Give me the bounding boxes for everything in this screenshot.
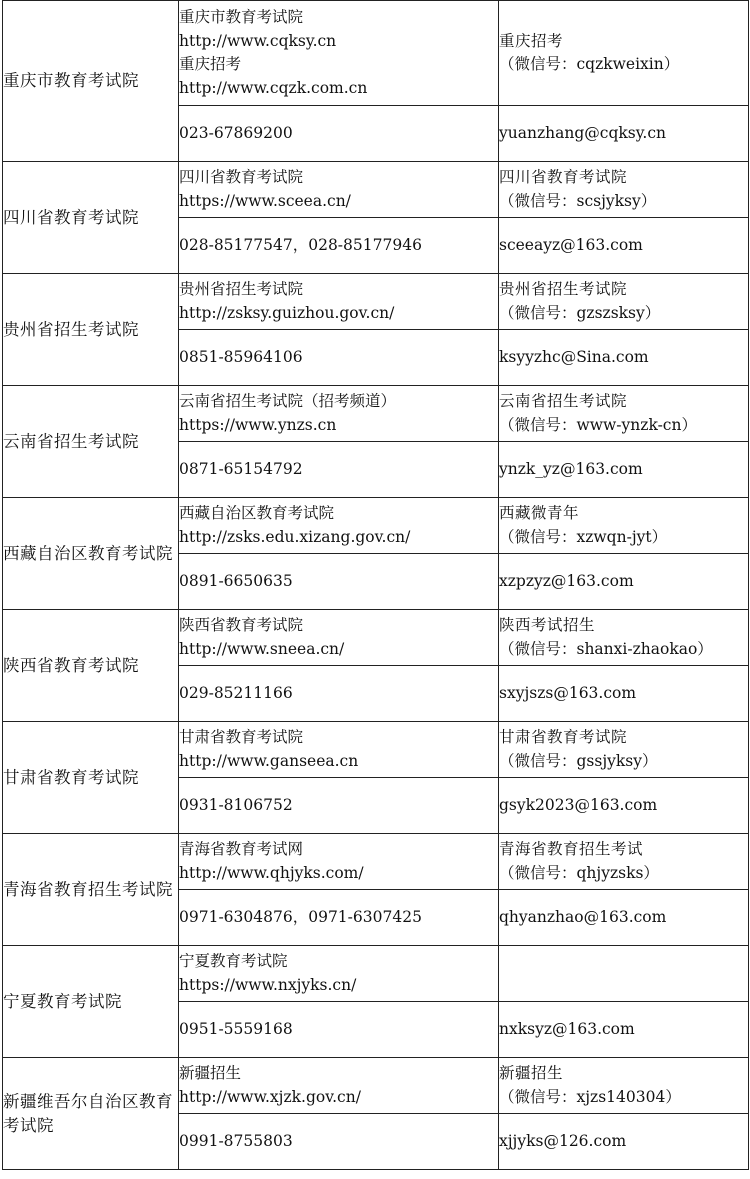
wechat-cell xyxy=(499,386,749,442)
website-url[interactable]: http://zsksy.guizhou.gov.cn/ xyxy=(179,303,395,322)
wechat-cell xyxy=(499,274,749,330)
wechat-account-name: 新疆招生 xyxy=(499,1064,564,1082)
email-address[interactable]: sceeayz@163.com xyxy=(499,218,749,274)
website-cell xyxy=(179,274,499,330)
website-url[interactable]: http://www.qhjyks.com/ xyxy=(179,863,364,882)
phone-number: 0951-5559168 xyxy=(179,1002,499,1058)
website-cell xyxy=(179,946,499,1002)
table-row xyxy=(3,722,749,778)
phone-number: 0851-85964106 xyxy=(179,330,499,386)
wechat-cell xyxy=(499,834,749,890)
table-row xyxy=(3,946,749,1002)
wechat-id: （微信号：xzwqn-jyt） xyxy=(499,527,668,546)
wechat-id: （微信号：xjzs140304） xyxy=(499,1087,681,1106)
table-row xyxy=(3,834,749,890)
wechat-id: （微信号：www-ynzk-cn） xyxy=(499,415,697,434)
institution-name: 云南省招生考试院 xyxy=(3,386,179,498)
institution-name: 甘肃省教育考试院 xyxy=(3,722,179,834)
wechat-id: （微信号：cqzkweixin） xyxy=(499,55,680,73)
website-title: 陕西省教育考试院 xyxy=(179,616,304,634)
website-cell xyxy=(179,722,499,778)
table-row xyxy=(3,274,749,330)
website-title: 贵州省招生考试院 xyxy=(179,280,304,298)
wechat-cell xyxy=(499,498,749,554)
website-url[interactable]: http://www.cqzk.com.cn xyxy=(179,78,368,97)
website-title: 西藏自治区教育考试院 xyxy=(179,504,335,522)
website-cell xyxy=(179,162,499,218)
wechat-account-name: 青海省教育招生考试 xyxy=(499,840,644,858)
website-title: 重庆招考 xyxy=(179,55,242,73)
phone-number: 0871-65154792 xyxy=(179,442,499,498)
institution-name: 宁夏教育考试院 xyxy=(3,946,179,1058)
table-row xyxy=(3,1,749,106)
phone-number: 0991-8755803 xyxy=(179,1114,499,1170)
wechat-cell xyxy=(499,610,749,666)
table-row xyxy=(3,162,749,218)
phone-number: 028-85177547，028-85177946 xyxy=(179,218,499,274)
website-url[interactable]: http://zsks.edu.xizang.gov.cn/ xyxy=(179,527,411,546)
email-address[interactable]: yuanzhang@cqksy.cn xyxy=(499,106,749,162)
email-address[interactable]: qhyanzhao@163.com xyxy=(499,890,749,946)
website-title: 青海省教育考试网 xyxy=(179,840,304,858)
website-cell xyxy=(179,834,499,890)
wechat-account-name: 贵州省招生考试院 xyxy=(499,280,628,298)
wechat-id: （微信号：shanxi-zhaokao） xyxy=(499,639,713,658)
wechat-account-name: 四川省教育考试院 xyxy=(499,168,628,186)
institution-name: 贵州省招生考试院 xyxy=(3,274,179,386)
website-url[interactable]: http://www.ganseea.cn xyxy=(179,751,359,770)
email-address[interactable]: xjjyks@126.com xyxy=(499,1114,749,1170)
phone-number: 0891-6650635 xyxy=(179,554,499,610)
table-row xyxy=(3,1058,749,1114)
table-row xyxy=(3,610,749,666)
wechat-id: （微信号：qhjyzsks） xyxy=(499,863,659,882)
table-body xyxy=(3,1,749,1170)
wechat-account-name: 云南省招生考试院 xyxy=(499,392,628,410)
phone-number: 023-67869200 xyxy=(179,106,499,162)
wechat-account-name: 重庆招考 xyxy=(499,31,564,50)
institution-name: 西藏自治区教育考试院 xyxy=(3,498,179,610)
website-url[interactable]: http://www.cqksy.cn xyxy=(179,31,337,50)
email-address[interactable]: gsyk2023@163.com xyxy=(499,778,749,834)
wechat-account-name: 甘肃省教育考试院 xyxy=(499,728,628,746)
phone-number: 0931-8106752 xyxy=(179,778,499,834)
website-title: 四川省教育考试院 xyxy=(179,168,304,186)
website-title: 甘肃省教育考试院 xyxy=(179,728,304,746)
website-url[interactable]: http://www.sneea.cn/ xyxy=(179,639,345,658)
institution-name: 陕西省教育考试院 xyxy=(3,610,179,722)
institution-name: 新疆维吾尔自治区教育考试院 xyxy=(3,1058,179,1170)
email-address[interactable]: xzpzyz@163.com xyxy=(499,554,749,610)
email-address[interactable]: nxksyz@163.com xyxy=(499,1002,749,1058)
institution-name: 青海省教育招生考试院 xyxy=(3,834,179,946)
website-cell xyxy=(179,610,499,666)
email-address[interactable]: ksyyzhc@Sina.com xyxy=(499,330,749,386)
table-row xyxy=(3,498,749,554)
institution-name: 重庆市教育考试院 xyxy=(3,1,179,162)
wechat-cell xyxy=(499,1058,749,1114)
wechat-id: （微信号：gssjyksy） xyxy=(499,751,658,770)
table-row xyxy=(3,386,749,442)
contact-table xyxy=(2,0,749,1170)
wechat-cell xyxy=(499,722,749,778)
wechat-account-name: 陕西考试招生 xyxy=(499,616,596,634)
website-cell xyxy=(179,498,499,554)
website-cell xyxy=(179,1058,499,1114)
wechat-account-name: 西藏微青年 xyxy=(499,504,580,522)
website-url[interactable]: https://www.ynzs.cn xyxy=(179,415,337,434)
website-title: 新疆招生 xyxy=(179,1064,242,1082)
email-address[interactable]: sxyjszs@163.com xyxy=(499,666,749,722)
website-title: 云南省招生考试院（招考频道） xyxy=(179,392,397,410)
wechat-cell xyxy=(499,946,749,1002)
wechat-cell xyxy=(499,1,749,106)
institution-name: 四川省教育考试院 xyxy=(3,162,179,274)
wechat-id: （微信号：scsjyksy） xyxy=(499,191,657,210)
wechat-cell xyxy=(499,162,749,218)
phone-number: 0971-6304876，0971-6307425 xyxy=(179,890,499,946)
website-cell xyxy=(179,386,499,442)
email-address[interactable]: ynzk_yz@163.com xyxy=(499,442,749,498)
wechat-id: （微信号：gzszsksy） xyxy=(499,303,661,322)
website-title: 宁夏教育考试院 xyxy=(179,952,288,970)
website-url[interactable]: https://www.sceea.cn/ xyxy=(179,191,351,210)
website-cell xyxy=(179,1,499,106)
website-url[interactable]: http://www.xjzk.gov.cn/ xyxy=(179,1087,361,1106)
website-title: 重庆市教育考试院 xyxy=(179,8,304,26)
website-url[interactable]: https://www.nxjyks.cn/ xyxy=(179,975,357,994)
phone-number: 029-85211166 xyxy=(179,666,499,722)
